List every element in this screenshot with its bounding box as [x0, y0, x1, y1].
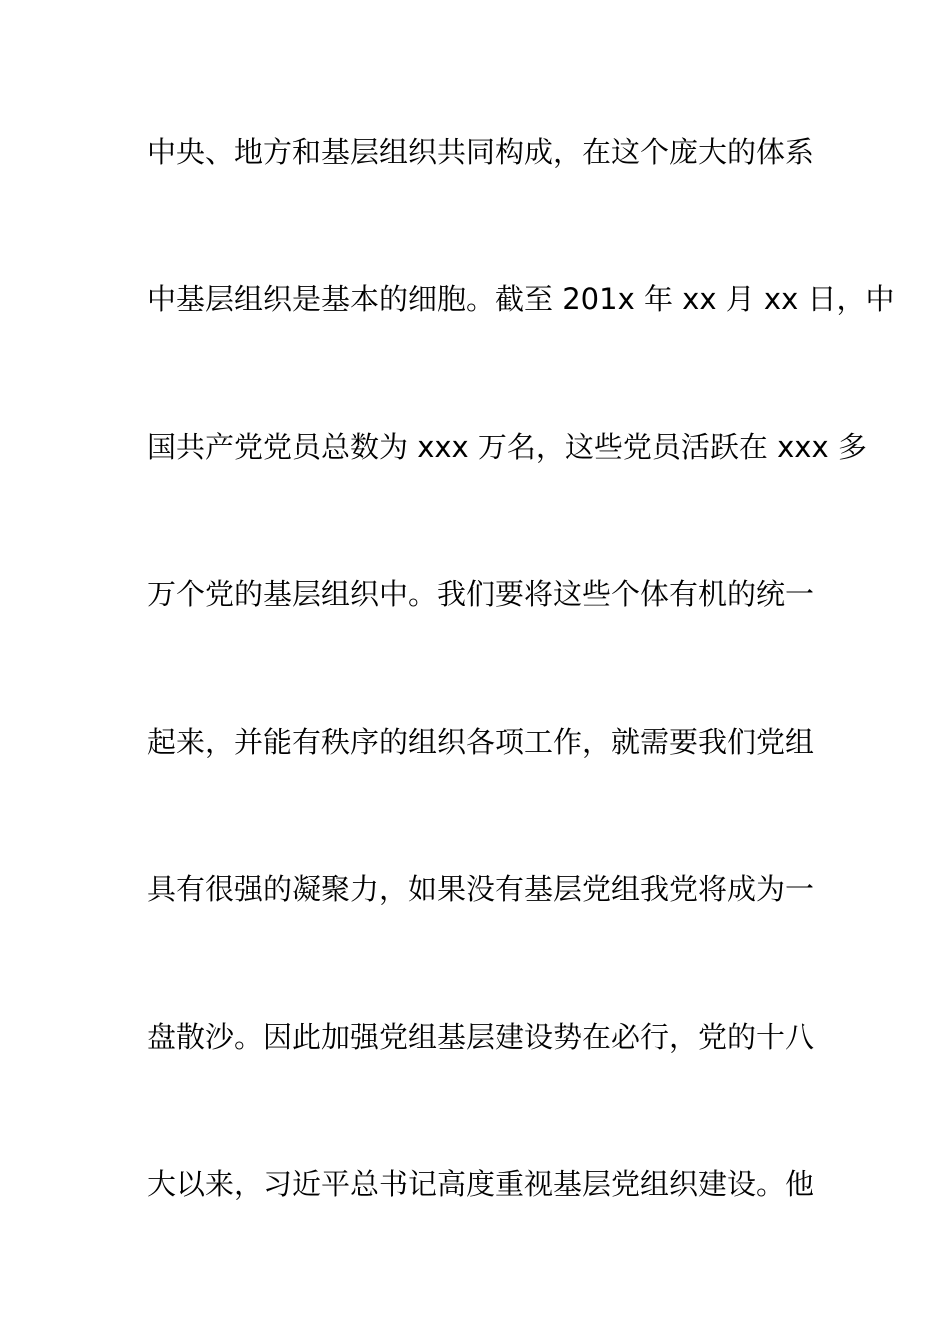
paragraph-line: 国共产党党员总数为 xxx 万名，这些党员活跃在 xxx 多: [147, 430, 867, 464]
paragraph-line: 中基层组织是基本的细胞。截至 201x 年 xx 月 xx 日，中: [147, 282, 895, 316]
paragraph-line: 大以来，习近平总书记高度重视基层党组织建设。他: [147, 1167, 815, 1201]
paragraph-line: 起来，并能有秩序的组织各项工作，就需要我们党组: [147, 725, 815, 759]
paragraph-line: 中央、地方和基层组织共同构成，在这个庞大的体系: [147, 135, 815, 169]
paragraph-line: 具有很强的凝聚力，如果没有基层党组我党将成为一: [147, 872, 815, 906]
paragraph-line: 盘散沙。因此加强党组基层建设势在必行，党的十八: [147, 1020, 815, 1054]
paragraph-line: 万个党的基层组织中。我们要将这些个体有机的统一: [147, 577, 815, 611]
